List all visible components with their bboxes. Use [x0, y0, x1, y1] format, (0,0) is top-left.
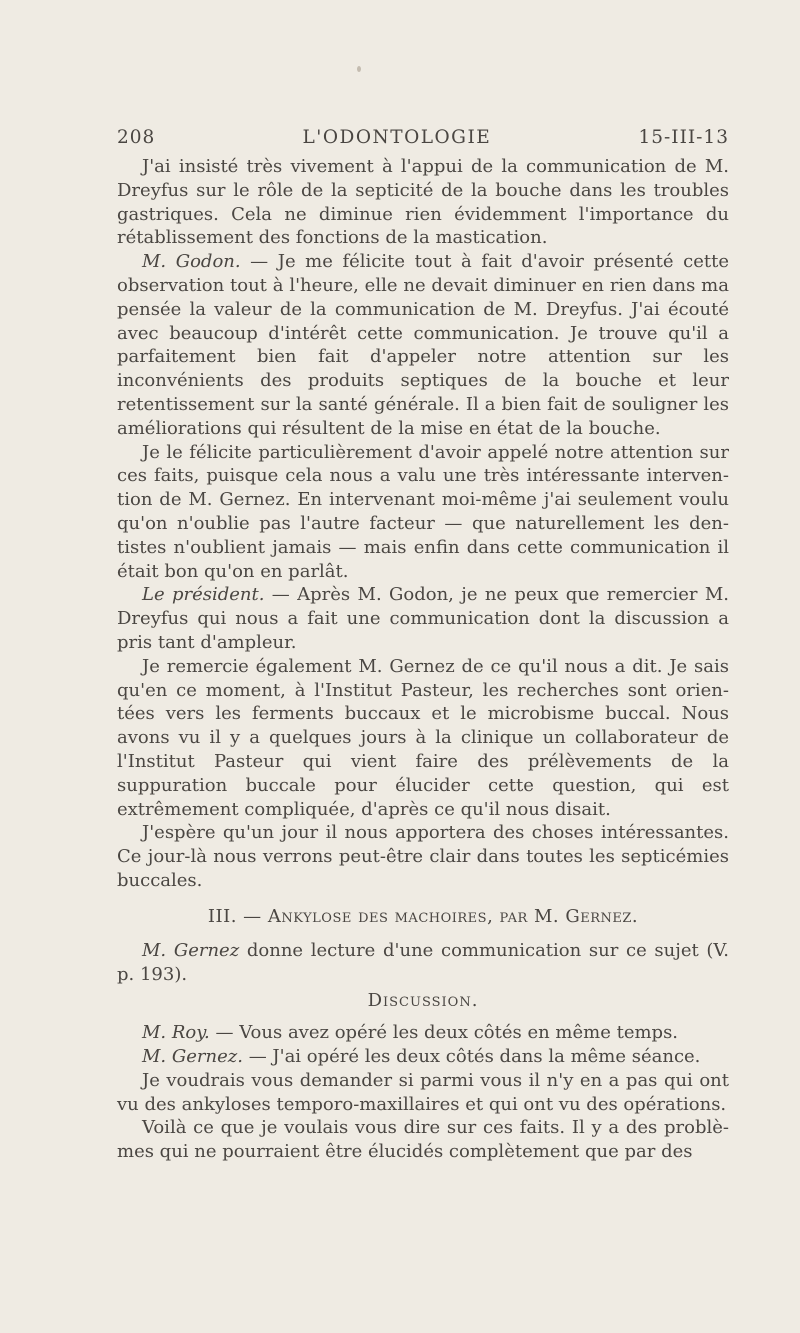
- paper-speck: [357, 66, 361, 72]
- paragraph: [117, 939, 729, 987]
- paragraph: [117, 155, 729, 250]
- paragraph: [117, 250, 729, 440]
- paragraph: [117, 1021, 729, 1045]
- paragraph-text: — Vous avez opéré les deux côtés en même temps.: [209, 1022, 679, 1044]
- paragraph: [117, 441, 729, 584]
- paragraph-text: Voilà ce que je voulais vous dire sur ces faits. Il y a des problèmes qui ne pourraient être élucidés complètement que par des: [117, 1117, 729, 1163]
- speaker-name: M. Gernez: [142, 939, 240, 961]
- page-body: [117, 155, 729, 1164]
- paragraph: [117, 821, 729, 892]
- paragraph-text: Je remercie également M. Gernez de ce qu'il nous a dit. Je sais qu'en ce moment, à l'Institut Pasteur, les recherches sont orientées vers les ferments buccaux et le microbisme buccal. Nous avons vu il y a quelques jours à la clinique un collaborateur de l'Institut Pasteur qui vient faire des prélèvements de la suppuration buccale pour élucider cette question, qui est extrêmement compliquée, d'après ce qu'il nous disait.: [117, 655, 729, 820]
- paragraph-text: donne lecture d'une communication sur ce sujet (V. p. 193).: [117, 939, 729, 985]
- paragraph: [117, 1116, 729, 1164]
- discussion-heading: Discussion.: [367, 990, 479, 1012]
- paragraph: [117, 1045, 729, 1069]
- speaker-name: Le président.: [142, 584, 265, 606]
- paragraph-text: J'espère qu'un jour il nous apportera des choses intéressantes. Ce jour-là nous verrons peut-être clair dans toutes les septicémies buccales.: [117, 822, 729, 891]
- paragraph-text: J'ai insisté très vivement à l'appui de la communication de M. Dreyfus sur le rôle de la septicité de la bouche dans les troubles gastriques. Cela ne diminue rien évidemment l'importance du rétablissement des fonctions de la mastication.: [117, 156, 729, 249]
- speaker-name: M. Godon.: [142, 251, 241, 273]
- speaker-name: M. Gernez.: [142, 1046, 243, 1068]
- page-number: 208: [117, 127, 156, 148]
- running-header: [117, 125, 729, 151]
- paragraph: [117, 655, 729, 822]
- paragraph-text: Je le félicite particulièrement d'avoir appelé notre attention sur ces faits, puisque cela nous a valu une très intéressante intervention de M. Gernez. En intervenant moi-même j'ai seulement voulu qu'on n'oublie pas l'autre facteur — que naturellement les dentistes n'oublient jamais — mais enfin dans cette communication il était bon qu'on en parlât.: [117, 441, 729, 582]
- paragraph-text: Je voudrais vous demander si parmi vous il n'y en a pas qui ont vu des ankyloses temporo-maxillaires et qui ont vu des opérations.: [117, 1069, 729, 1115]
- paragraph: [117, 1069, 729, 1117]
- paragraph-text: — Après M. Godon, je ne peux que remercier M. Dreyfus qui nous a fait une communication dont la discussion a pris tant d'ampleur.: [117, 584, 729, 653]
- issue-date: 15-III-13: [638, 127, 729, 148]
- paragraph: [117, 583, 729, 654]
- journal-title: L'ODONTOLOGIE: [302, 127, 492, 148]
- speaker-name: M. Roy.: [142, 1022, 210, 1044]
- paragraph-text: — Je me félicite tout à fait d'avoir présenté cette observation tout à l'heure, elle ne devait diminuer en rien dans ma pensée la valeur de la communication de M. Dreyfus. J'ai écouté avec beaucoup d'intérêt cette communication. Je trouve qu'il a parfaitement bien fait d'appeler notre attention sur les inconvénients des produits septiques de la bouche et leur retentissement sur la santé générale. Il a bien fait de souligner les améliorations qui résultent de la mise en état de la bouche.: [117, 251, 729, 439]
- paragraph-text: — J'ai opéré les deux côtés dans la même séance.: [242, 1046, 701, 1068]
- book-page: [117, 125, 729, 1164]
- section-heading: III. — Ankylose des machoires, par M. Gernez.: [207, 905, 639, 927]
